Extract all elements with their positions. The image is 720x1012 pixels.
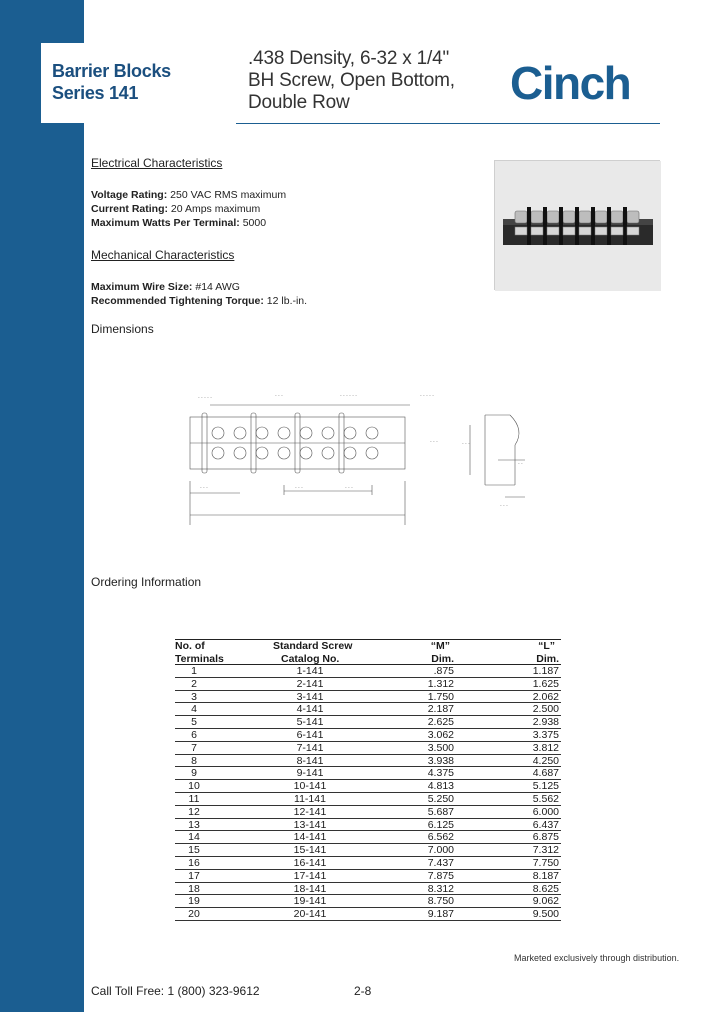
catalog-cell: 10-141	[293, 780, 327, 793]
terminals-cell: 18	[188, 882, 200, 895]
terminals-cell: 17	[188, 869, 200, 882]
distribution-note: Marketed exclusively through distribution.	[514, 953, 680, 963]
svg-text:- - -: - - -	[345, 485, 353, 491]
m-dim-cell: 7.000	[427, 844, 454, 857]
cinch-logo: Cinch	[510, 57, 631, 109]
catalog-cell: 15-141	[293, 844, 327, 857]
catalog-cell: 17-141	[293, 869, 327, 882]
table-row	[175, 678, 561, 691]
catalog-cell: 20-141	[293, 908, 327, 921]
table-row	[175, 716, 561, 729]
table-row	[175, 895, 561, 908]
col-l-line1: “L”	[538, 640, 555, 652]
terminals-cell: 11	[188, 792, 200, 805]
catalog-cell: 6-141	[296, 728, 324, 741]
l-dim-cell: 3.812	[532, 741, 559, 754]
table-row	[175, 780, 561, 793]
ordering-table	[175, 639, 561, 921]
terminals-cell: 1	[191, 665, 197, 677]
svg-text:- - -: - - -	[275, 393, 283, 399]
l-dim-cell: 2.062	[532, 690, 559, 703]
table-row	[175, 703, 561, 716]
col-terminals-line2: Terminals	[175, 653, 224, 665]
subtitle-line-2: BH Screw, Open Bottom,	[248, 70, 455, 91]
m-dim-cell: 4.813	[427, 780, 454, 793]
l-dim-cell: 6.000	[532, 805, 559, 818]
table-row	[175, 767, 561, 780]
subtitle-line-3: Double Row	[248, 92, 350, 113]
sidebar-band	[0, 0, 84, 1012]
page-number: 2-8	[354, 984, 372, 998]
terminals-cell: 4	[191, 703, 197, 716]
l-dim-cell: 7.312	[532, 844, 559, 857]
watts-label: Maximum Watts Per Terminal:	[91, 217, 240, 229]
col-terminals-line1: No. of	[175, 640, 205, 652]
terminals-cell: 14	[188, 831, 200, 844]
svg-text:- - -: - - -	[430, 439, 438, 445]
torque-value: 12 lb.-in.	[266, 295, 308, 307]
table-row	[175, 883, 561, 896]
terminals-cell: 5	[191, 716, 197, 729]
m-dim-cell: 8.312	[427, 882, 454, 895]
col-catalog-line1: Standard Screw	[273, 640, 353, 652]
svg-text:- - - - - -: - - - - - -	[340, 393, 357, 399]
technical-drawing	[180, 385, 560, 530]
m-dim-cell: 5.687	[427, 805, 454, 818]
col-m-line2: Dim.	[431, 653, 454, 665]
terminals-cell: 3	[191, 690, 197, 703]
col-terminals-header	[175, 640, 224, 666]
mechanical-heading: Mechanical Characteristics	[91, 248, 235, 262]
watts-value: 5000	[242, 217, 267, 229]
tightening-torque	[91, 294, 307, 308]
page-title	[52, 60, 171, 104]
m-dim-cell: 7.875	[427, 869, 454, 882]
table-row	[175, 793, 561, 806]
terminals-cell: 9	[191, 767, 197, 780]
table-row	[175, 819, 561, 832]
l-dim-cell: 2.500	[532, 703, 559, 716]
catalog-cell: 4-141	[296, 703, 324, 716]
terminals-cell: 8	[191, 754, 197, 767]
catalog-cell: 11-141	[294, 792, 326, 805]
m-dim-cell: 1.312	[427, 677, 454, 690]
ordering-heading: Ordering Information	[91, 575, 202, 589]
catalog-cell: 8-141	[296, 754, 324, 767]
m-dim-cell: 3.062	[427, 728, 454, 741]
table-body	[175, 665, 561, 921]
table-row	[175, 755, 561, 768]
table-row	[175, 742, 561, 755]
l-dim-cell: 4.250	[532, 754, 559, 767]
col-l-header	[536, 640, 559, 666]
col-m-header	[431, 640, 454, 666]
catalog-cell: 3-141	[296, 690, 324, 703]
torque-label: Recommended Tightening Torque:	[91, 295, 264, 307]
svg-text:- - -: - - -	[500, 503, 508, 509]
voltage-label: Voltage Rating:	[91, 189, 168, 201]
terminals-cell: 19	[188, 895, 200, 908]
terminals-cell: 16	[188, 856, 200, 869]
l-dim-cell: 5.125	[532, 780, 559, 793]
catalog-cell: 13-141	[293, 818, 327, 831]
dimensions-heading: Dimensions	[91, 322, 154, 336]
wire-value: #14 AWG	[195, 281, 240, 293]
catalog-cell: 18-141	[293, 882, 327, 895]
l-dim-cell: 3.375	[532, 728, 559, 741]
table-row	[175, 831, 561, 844]
catalog-cell: 19-141	[293, 895, 327, 908]
table-row	[175, 691, 561, 704]
catalog-cell: 16-141	[293, 856, 327, 869]
subtitle-line-1: .438 Density, 6-32 x 1/4"	[248, 48, 450, 69]
terminals-cell: 12	[188, 805, 200, 818]
l-dim-cell: 9.062	[532, 895, 559, 908]
barrier-block-image	[495, 161, 661, 291]
svg-text:- - - - -: - - - - -	[420, 393, 434, 399]
catalog-cell: 7-141	[296, 741, 324, 754]
col-m-line1: “M”	[430, 640, 450, 652]
l-dim-cell: 7.750	[532, 856, 559, 869]
l-dim-cell: 6.437	[532, 818, 559, 831]
title-line-1: Barrier Blocks	[52, 61, 171, 81]
catalog-cell: 14-141	[293, 831, 327, 844]
l-dim-cell: 4.687	[532, 767, 559, 780]
wire-size	[91, 280, 240, 294]
m-dim-cell: 6.125	[427, 818, 454, 831]
l-dim-cell: 1.625	[532, 677, 559, 690]
catalog-cell: 9-141	[296, 767, 324, 780]
svg-text:- - - - -: - - - - -	[198, 395, 212, 401]
catalog-cell: 5-141	[296, 716, 324, 729]
header-divider	[236, 123, 660, 124]
m-dim-cell: 4.375	[427, 767, 454, 780]
terminals-cell: 20	[188, 908, 200, 921]
electrical-heading: Electrical Characteristics	[91, 156, 223, 170]
l-dim-cell: 2.938	[532, 716, 559, 729]
current-label: Current Rating:	[91, 203, 168, 215]
terminals-cell: 13	[188, 818, 200, 831]
table-row	[175, 870, 561, 883]
m-dim-cell: 8.750	[427, 895, 454, 908]
m-dim-cell: 7.437	[427, 856, 454, 869]
table-row	[175, 908, 561, 921]
table-row	[175, 857, 561, 870]
terminals-cell: 2	[191, 677, 197, 690]
table-row	[175, 729, 561, 742]
catalog-cell: 2-141	[296, 677, 324, 690]
terminals-cell: 6	[191, 728, 197, 741]
m-dim-cell: 2.625	[427, 716, 454, 729]
watts-rating	[91, 216, 266, 230]
catalog-cell: 12-141	[293, 805, 327, 818]
m-dim-cell: 5.250	[427, 792, 454, 805]
voltage-rating	[91, 188, 286, 202]
dimensions-drawing	[180, 385, 560, 530]
svg-text:- -: - -	[518, 461, 523, 467]
l-dim-cell: 6.875	[532, 831, 559, 844]
voltage-value: 250 VAC RMS maximum	[170, 189, 287, 201]
table-row	[175, 665, 561, 678]
l-dim-cell: 8.625	[532, 882, 559, 895]
catalog-cell: 1-141	[296, 665, 324, 677]
product-photo	[494, 160, 660, 290]
l-dim-cell: 1.187	[532, 665, 559, 677]
terminals-cell: 15	[188, 844, 200, 857]
l-dim-cell: 8.187	[532, 869, 559, 882]
m-dim-cell: .875	[433, 665, 454, 677]
l-dim-cell: 9.500	[532, 908, 559, 921]
m-dim-cell: 6.562	[427, 831, 454, 844]
table-row	[175, 844, 561, 857]
wire-label: Maximum Wire Size:	[91, 281, 193, 293]
page-subtitle	[248, 48, 455, 114]
table-row	[175, 806, 561, 819]
svg-text:- - -: - - -	[462, 441, 470, 447]
terminals-cell: 10	[188, 780, 200, 793]
col-l-line2: Dim.	[536, 653, 559, 665]
m-dim-cell: 3.500	[427, 741, 454, 754]
m-dim-cell: 3.938	[427, 754, 454, 767]
table-header	[175, 639, 561, 665]
current-rating	[91, 202, 260, 216]
col-catalog-header	[273, 640, 352, 666]
terminals-cell: 7	[191, 741, 197, 754]
svg-text:- - -: - - -	[295, 485, 303, 491]
col-catalog-line2: Catalog No.	[281, 653, 340, 665]
m-dim-cell: 2.187	[427, 703, 454, 716]
current-value: 20 Amps maximum	[170, 203, 261, 215]
svg-text:- - -: - - -	[200, 485, 208, 491]
m-dim-cell: 9.187	[427, 908, 454, 921]
m-dim-cell: 1.750	[427, 690, 454, 703]
title-line-2: Series 141	[52, 83, 139, 103]
toll-free-phone: Call Toll Free: 1 (800) 323-9612	[91, 984, 260, 998]
l-dim-cell: 5.562	[532, 792, 559, 805]
